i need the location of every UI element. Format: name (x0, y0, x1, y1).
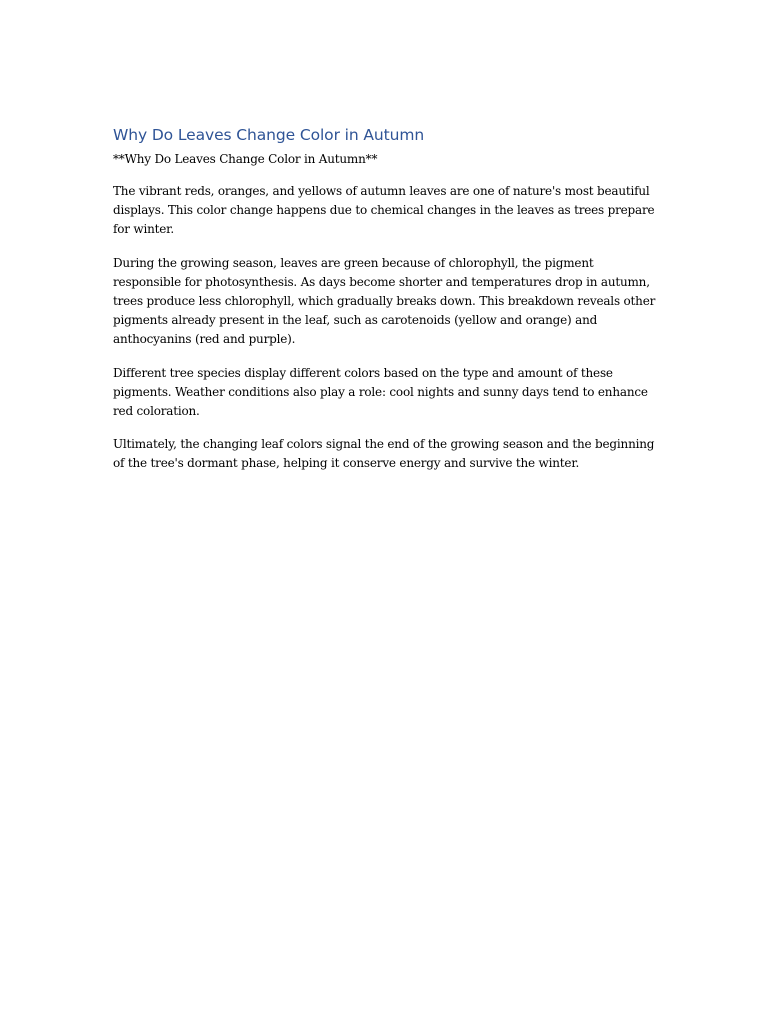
paragraph-chlorophyll: During the growing season, leaves are green because of chlorophyll, the pigment responsible for photosynthesis. As days become shorter and temperatures drop in autumn, trees produce less chlorophyll, which gradually breaks down. This breakdown reveals other pigments already present in the leaf, such as carotenoids (yellow and orange) and anthocyanins (red and purple). (113, 255, 656, 347)
paragraph-species: Different tree species display different colors based on the type and amount of these pigments. Weather conditions also play a role: cool nights and sunny days tend to enhance red coloration. (113, 365, 648, 419)
document-subtitle: **Why Do Leaves Change Color in Autumn** (113, 152, 378, 166)
document-body (113, 124, 658, 474)
paragraph-intro: The vibrant reds, oranges, and yellows of autumn leaves are one of nature's most beautiful displays. This color change happens due to chemical changes in the leaves as trees prepare for winter. (113, 184, 655, 237)
paragraph-conclusion: Ultimately, the changing leaf colors signal the end of the growing season and the beginning of the tree's dormant phase, helping it conserve energy and survive the winter. (113, 437, 655, 471)
document-title: Why Do Leaves Change Color in Autumn (113, 126, 425, 144)
